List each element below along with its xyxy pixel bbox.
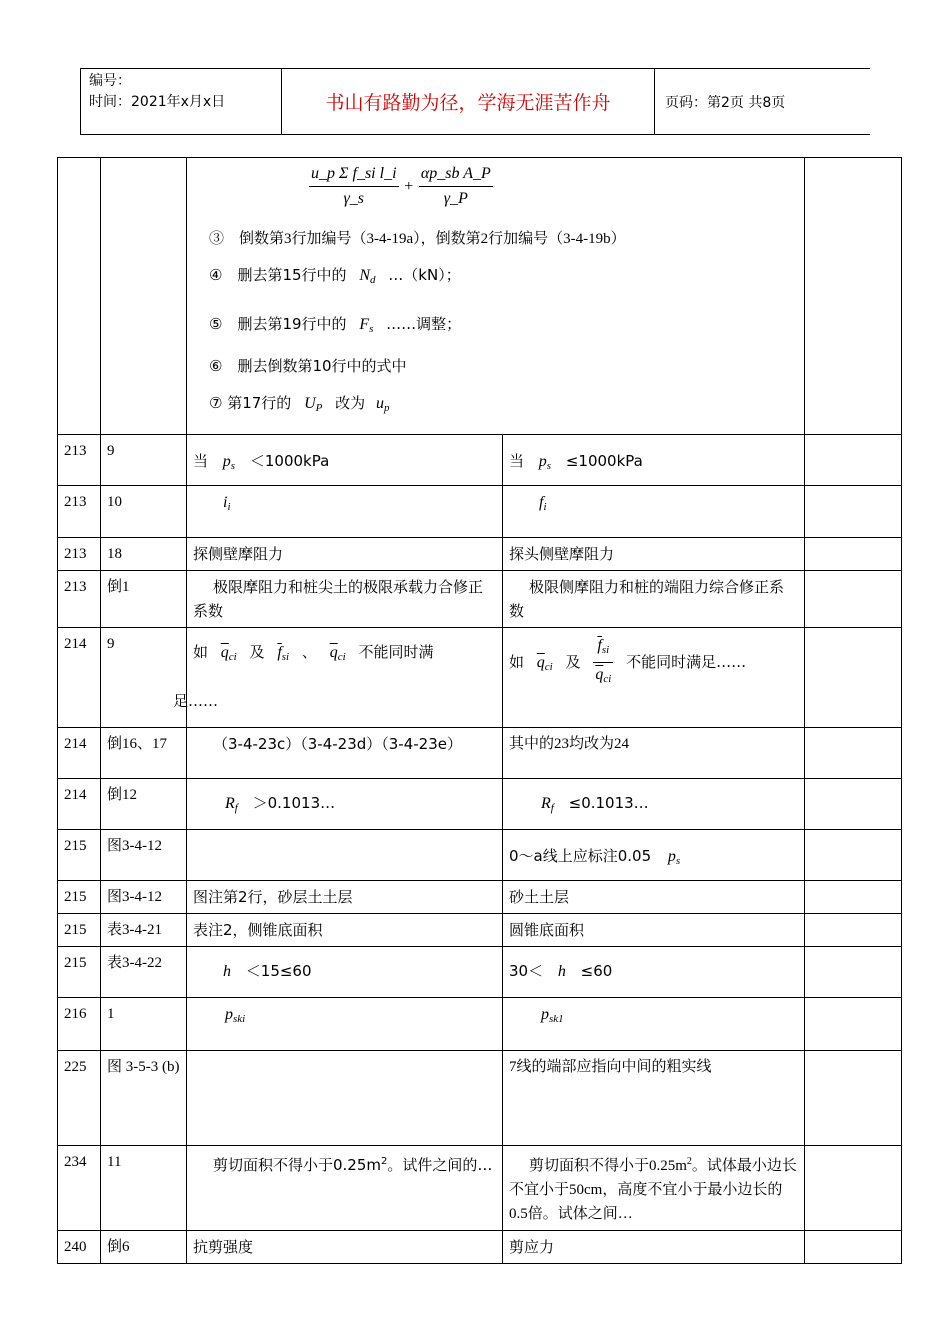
symbol-rf: $R_f$ (541, 795, 554, 814)
table-row: 213 18 探侧壁摩阻力 探头侧壁摩阻力 (58, 538, 902, 571)
table-row: 225 图 3-5-3 (b) 7线的端部应指向中间的粗实线 (58, 1051, 902, 1146)
formula-plus: + (403, 178, 415, 195)
item-5: ⑤ 删去第19行中的 $F_s$ ……调整； (209, 315, 462, 335)
symbol-psk1: $p_{sk1}$ (541, 1006, 564, 1025)
number-label: 编号： (89, 73, 131, 89)
symbol-fs: $F_s$ (359, 316, 374, 335)
symbol-qci-bar: $\overline{q}_{ci}$ (536, 654, 553, 673)
table-row: 213 9 当 $p_s <1000kPa$ 当 $p_s \le 1000kPa$ (58, 435, 902, 486)
table-row: 213 倒1 极限摩阻力和桩尖土的极限承载力合修正系数 极限侧摩阻力和桩的端阻力综合修正系数 (58, 571, 902, 628)
symbol-up-upper: $U_P$ (304, 395, 323, 414)
formula (209, 162, 798, 211)
time-label: 时间：2021年x月x日 (89, 94, 226, 110)
symbol-nd: $N_d$ (359, 267, 376, 286)
table-row: 214 倒12 $R_f$ ＞0.1013… $R_f$ ≤0.1013… (58, 779, 902, 830)
symbol-ps: $p_s$ (667, 848, 681, 867)
page-info: 页码：第2页 共8页 (665, 94, 786, 111)
formula-denominator-1: γ_s (343, 190, 365, 207)
item-6: ⑥ 删去倒数第10行中的式中 (209, 357, 407, 375)
table-row (58, 158, 902, 435)
table-row: 213 10 $i_i$ $f_i$ (58, 486, 902, 538)
table-row: 240 倒6 抗剪强度 剪应力 (58, 1231, 902, 1264)
header-meta (81, 69, 282, 134)
symbol-qci-bar: $\overline{q}_{ci}$ (220, 644, 237, 663)
symbol-ps: $p_s$ (538, 453, 552, 472)
symbol-ps: $p_s$ (222, 453, 236, 472)
header-motto: 书山有路勤为径，学海无涯苦作舟 (282, 69, 655, 134)
table-row: 215 表3-4-22 h ＜15≤60 30＜ h ≤60 (58, 947, 902, 998)
document-header (80, 68, 870, 135)
symbol-fsi-over-qci: $\frac{\overline{f}_{si}}{\overline{q}_{ci}}$ (593, 634, 613, 691)
item-3: ③ 倒数第3行加编号（3-4-19a），倒数第2行加编号（3-4-19b） (209, 231, 626, 247)
formula-denominator-2: γ_P (443, 190, 468, 207)
formula-numerator-1: u_p Σ f_si l_i (309, 162, 399, 187)
table-row: 214 倒16、17 （3-4-23c）（3-4-23d）（3-4-23e） 其中的23均改为24 (58, 728, 902, 779)
table-row: 215 图3-4-12 0～a线上应标注0.05 $p_s$ (58, 830, 902, 881)
symbol-up-lower: $u_p$ (375, 395, 390, 414)
item-4: ④ 删去第15行中的 $N_d$ …（kN）； (209, 266, 461, 286)
symbol-rf: $R_f$ (225, 795, 238, 814)
symbol-fsi-bar: $\overline{f}_{si}$ (277, 644, 290, 663)
symbol-fi: $f_i$ (539, 494, 547, 513)
symbol-h: h (557, 963, 566, 980)
table-row: 215 表3-4-21 表注2，侧锥底面积 圆锥底面积 (58, 914, 902, 947)
top-block-cell (187, 158, 805, 435)
item-7: ⑦ 第17行的 $U_P$ 改为 $u_p$ (209, 394, 390, 414)
errata-table (57, 157, 902, 1264)
symbol-h: h (223, 963, 231, 980)
table-row: 234 11 剪切面积不得小于$0.25m^2$。试件之间的… 剪切面积不得小于$0.25m^2$。试体最小边长不宜小于50cm，高度不宜小于最小边长的0.5倍。试体之间… (58, 1146, 902, 1231)
symbol-pski: $p_{ski}$ (225, 1006, 246, 1025)
table-row: 216 1 $p_{ski}$ $p_{sk1}$ (58, 998, 902, 1051)
symbol-qci-bar: $\overline{q}_{ci}$ (329, 644, 346, 663)
formula-numerator-2: αp_sb A_P (419, 162, 493, 187)
table-row: 214 9 如 $\overline{q}_{ci}$ 及 $\overline{f}_{si}$ 、 $\overline{q}_{ci}$ 不能同时满 足…… 如 $\overline{q}_{ci}$ 及 $\frac{\overline{f}_{si}}{\overline{q}_{ci}}$ 不能同时满足…… (58, 628, 902, 728)
table-row: 215 图3-4-12 图注第2行，砂层土土层 砂土土层 (58, 881, 902, 914)
symbol-ii: $i_i$ (223, 494, 231, 513)
